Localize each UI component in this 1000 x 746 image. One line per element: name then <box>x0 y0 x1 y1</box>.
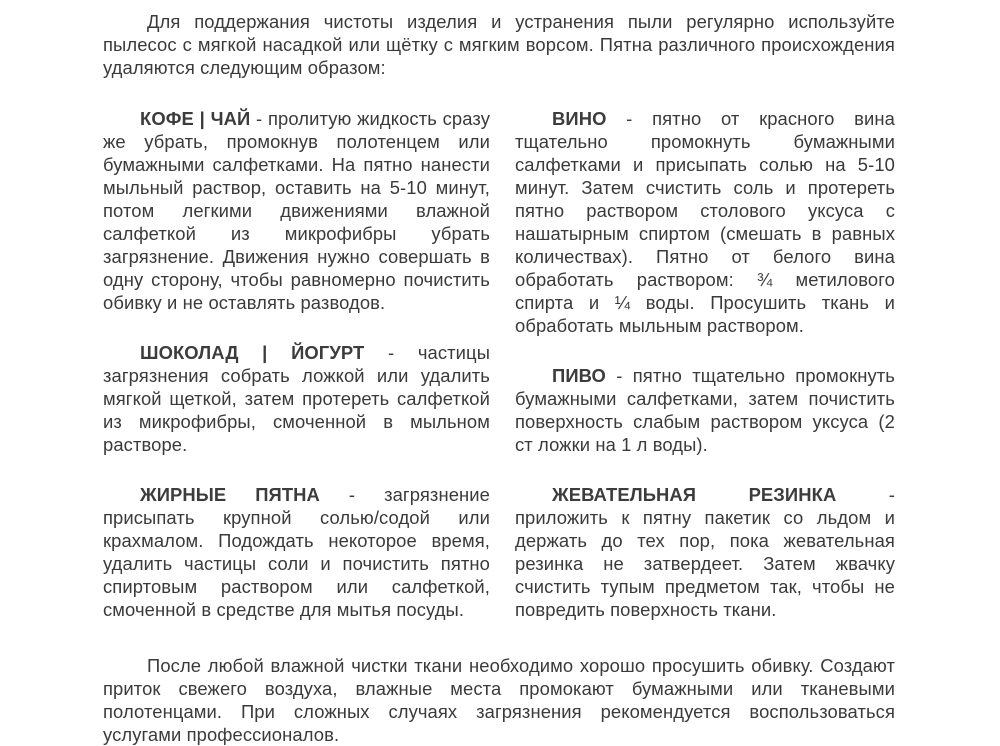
right-column <box>515 107 895 621</box>
stain-item-chocolate-yogurt <box>103 341 490 456</box>
stain-item-chewing-gum <box>515 483 895 621</box>
stain-title: ПИВО <box>552 365 606 386</box>
stain-title: ЖЕВАТЕЛЬНАЯ РЕЗИНКА <box>552 484 837 505</box>
intro-paragraph: Для поддержания чистоты изделия и устранения пыли регулярно используйте пылесос с мягкой насадкой или щётку с мягким ворсом. Пятна различного происхождения удаляются следующим образом: <box>103 11 895 78</box>
stain-text: - пятно от красного вина тщательно промокнуть бумажными салфетками и присыпать солью на 5-10 минут. Затем счистить соль и протереть пятно раствором столового уксуса с нашатырным спиртом (смешать в равных количествах). Пятно от белого вина обработать раствором: ¾ метилового спирта и ¼ воды. Просушить ткань и обработать мыльным раствором. <box>515 108 895 336</box>
stain-item-wine <box>515 107 895 337</box>
stain-item-coffee-tea <box>103 107 490 314</box>
stain-item-grease <box>103 483 490 621</box>
left-column <box>103 107 490 621</box>
stain-title: ШОКОЛАД | ЙОГУРТ <box>140 342 365 363</box>
stain-title: КОФЕ | ЧАЙ <box>140 108 251 129</box>
stain-columns <box>103 107 895 621</box>
outro-paragraph: После любой влажной чистки ткани необходимо хорошо просушить обивку. Создают приток свежего воздуха, влажные места промокают бумажными или тканевыми полотенцами. При сложных случаях загрязнения рекомендуется воспользоваться услугами профессионалов. <box>103 655 895 745</box>
stain-item-beer <box>515 364 895 456</box>
document-page <box>103 10 895 746</box>
stain-title: ЖИРНЫЕ ПЯТНА <box>140 484 320 505</box>
stain-text: - приложить к пятну пакетик со льдом и держать до тех пор, пока жевательная резинка не затвердеет. Затем жвачку счистить тупым предметом так, чтобы не повредить поверхность ткани. <box>515 484 895 620</box>
stain-text: - пятно тщательно промокнуть бумажными салфетками, затем почистить поверхность слабым раствором уксуса (2 ст ложки на 1 л воды). <box>515 365 895 455</box>
stain-text: - частицы загрязнения собрать ложкой или удалить мягкой щеткой, затем протереть салфеткой из микрофибры, смоченной в мыльном растворе. <box>103 342 491 455</box>
stain-title: ВИНО <box>552 108 607 129</box>
stain-text: - загрязнение присыпать крупной солью/содой или крахмалом. Подождать некоторое время, удалить частицы соли и почистить пятно спиртовым раствором или салфеткой, смоченной в средстве для мытья посуды. <box>103 484 490 620</box>
stain-text: - пролитую жидкость сразу же убрать, промокнув полотенцем или бумажными салфетками. На пятно нанести мыльный раствор, оставить на 5-10 минут, потом легкими движениями влажной салфеткой из микрофибры убрать загрязнение. Движения нужно совершать в одну сторону, чтобы равномерно почистить обивку и не оставлять разводов. <box>103 108 491 313</box>
